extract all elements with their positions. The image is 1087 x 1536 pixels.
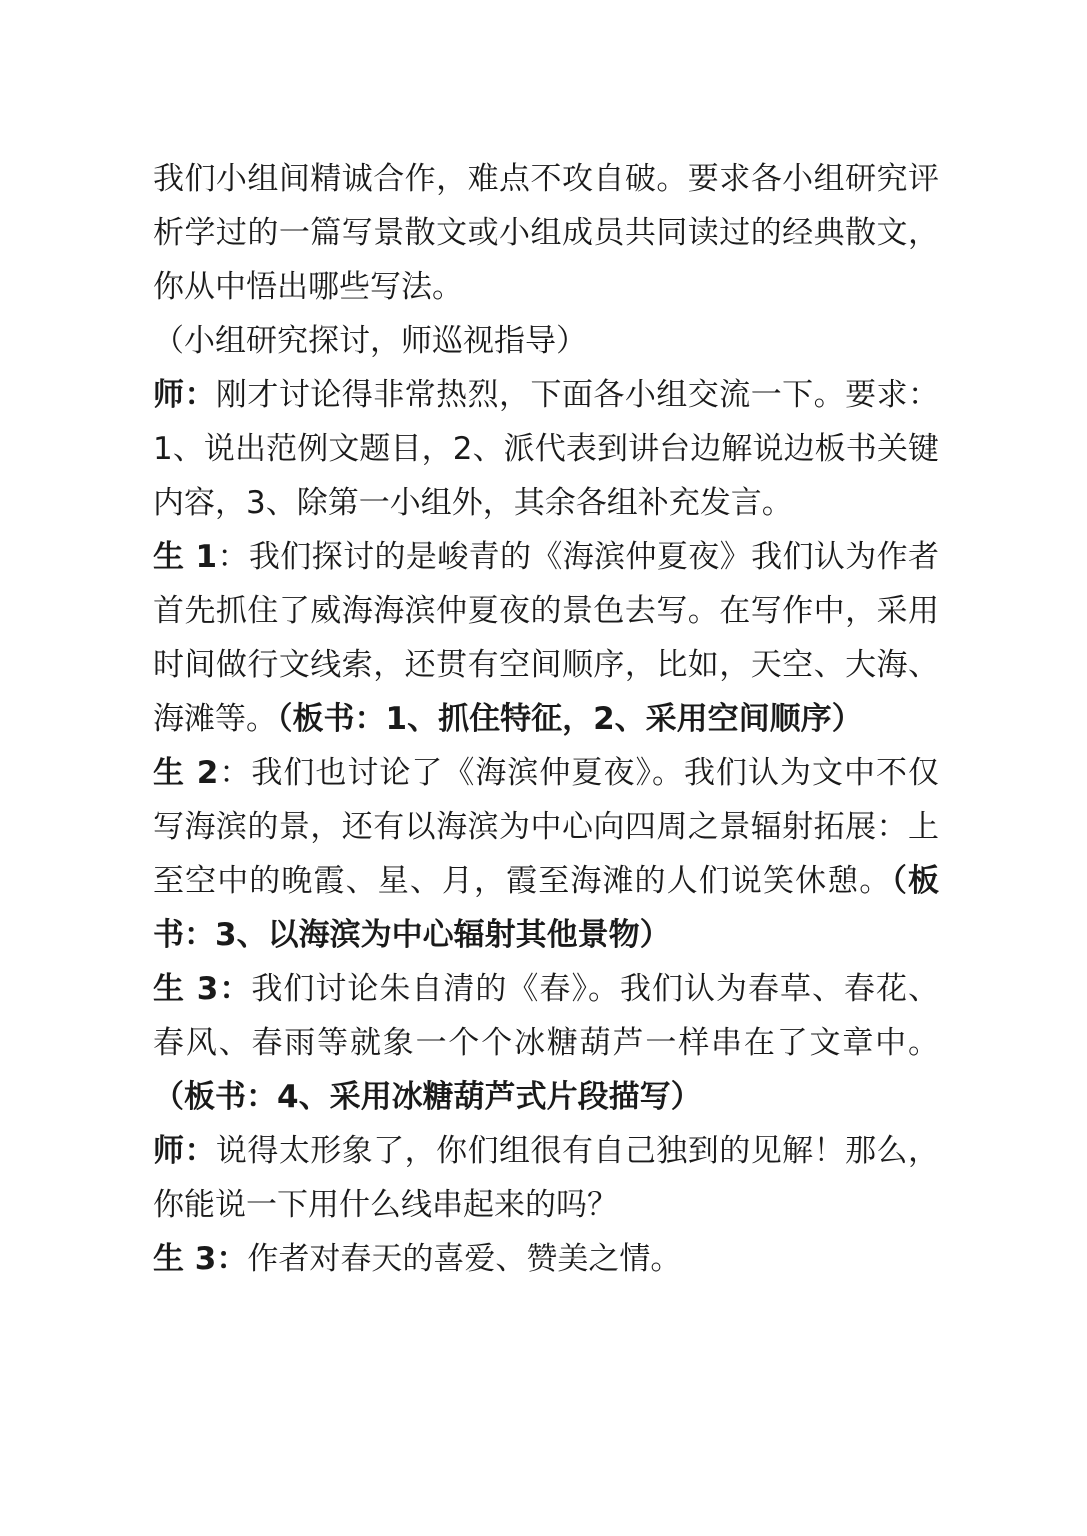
paragraph-text: ：我们也讨论了《海滨仲夏夜》。我们认为文中不仅写海滨的景，还有以海滨为中心向四周之景辐射拓展：上至空中的晚霞、星、月，霞至海滩的人们说笑休憩。 <box>153 755 939 899</box>
paragraph-text: ：我们探讨的是峻青的《海滨仲夏夜》我们认为作者首先抓住了威海海滨仲夏夜的景色去写。在写作中，采用时间做行文线索，还贯有空间顺序，比如，天空、大海、海滩等。 <box>153 539 939 737</box>
paragraph-teacher-1 <box>153 368 939 530</box>
paragraph-intro <box>153 152 939 314</box>
speaker-label: 生 2 <box>153 755 219 791</box>
document-page <box>153 152 939 1286</box>
paragraph-text: （小组研究探讨，师巡视指导） <box>153 323 587 359</box>
paragraph-text: 说得太形象了，你们组很有自己独到的见解！那么，你能说一下用什么线串起来的吗？ <box>153 1133 940 1223</box>
paragraph-text: 作者对春天的喜爱、赞美之情。 <box>247 1241 682 1277</box>
paragraph-teacher-2 <box>153 1124 939 1232</box>
speaker-label: 生 3： <box>153 971 252 1007</box>
paragraph-text: 我们讨论朱自清的《春》。我们认为春草、春花、春风、春雨等就象一个个冰糖葫芦一样串在了文章中。 <box>153 971 939 1061</box>
speaker-label: 师： <box>153 1133 216 1169</box>
speaker-label: 师： <box>153 377 216 413</box>
paragraph-stage-direction <box>153 314 939 368</box>
speaker-label: 生 3： <box>153 1241 248 1277</box>
board-note: （板书：3、以海滨为中心辐射其他景物） <box>153 863 940 953</box>
paragraph-student-1 <box>153 530 939 746</box>
paragraph-text: 刚才讨论得非常热烈，下面各小组交流一下。要求：1、说出范例文题目，2、派代表到讲台边解说边板书关键内容，3、除第一小组外，其余各组补充发言。 <box>153 377 940 521</box>
board-note: （板书：1、抓住特征，2、采用空间顺序） <box>277 701 863 737</box>
paragraph-student-3-reply <box>153 1232 939 1286</box>
paragraph-text: 我们小组间精诚合作，难点不攻自破。要求各小组研究评析学过的一篇写景散文或小组成员共同读过的经典散文，你从中悟出哪些写法。 <box>153 161 939 305</box>
board-note: （板书：4、采用冰糖葫芦式片段描写） <box>153 1079 702 1115</box>
paragraph-student-3 <box>153 962 939 1124</box>
paragraph-student-2 <box>153 746 939 962</box>
speaker-label: 生 1 <box>153 539 218 575</box>
